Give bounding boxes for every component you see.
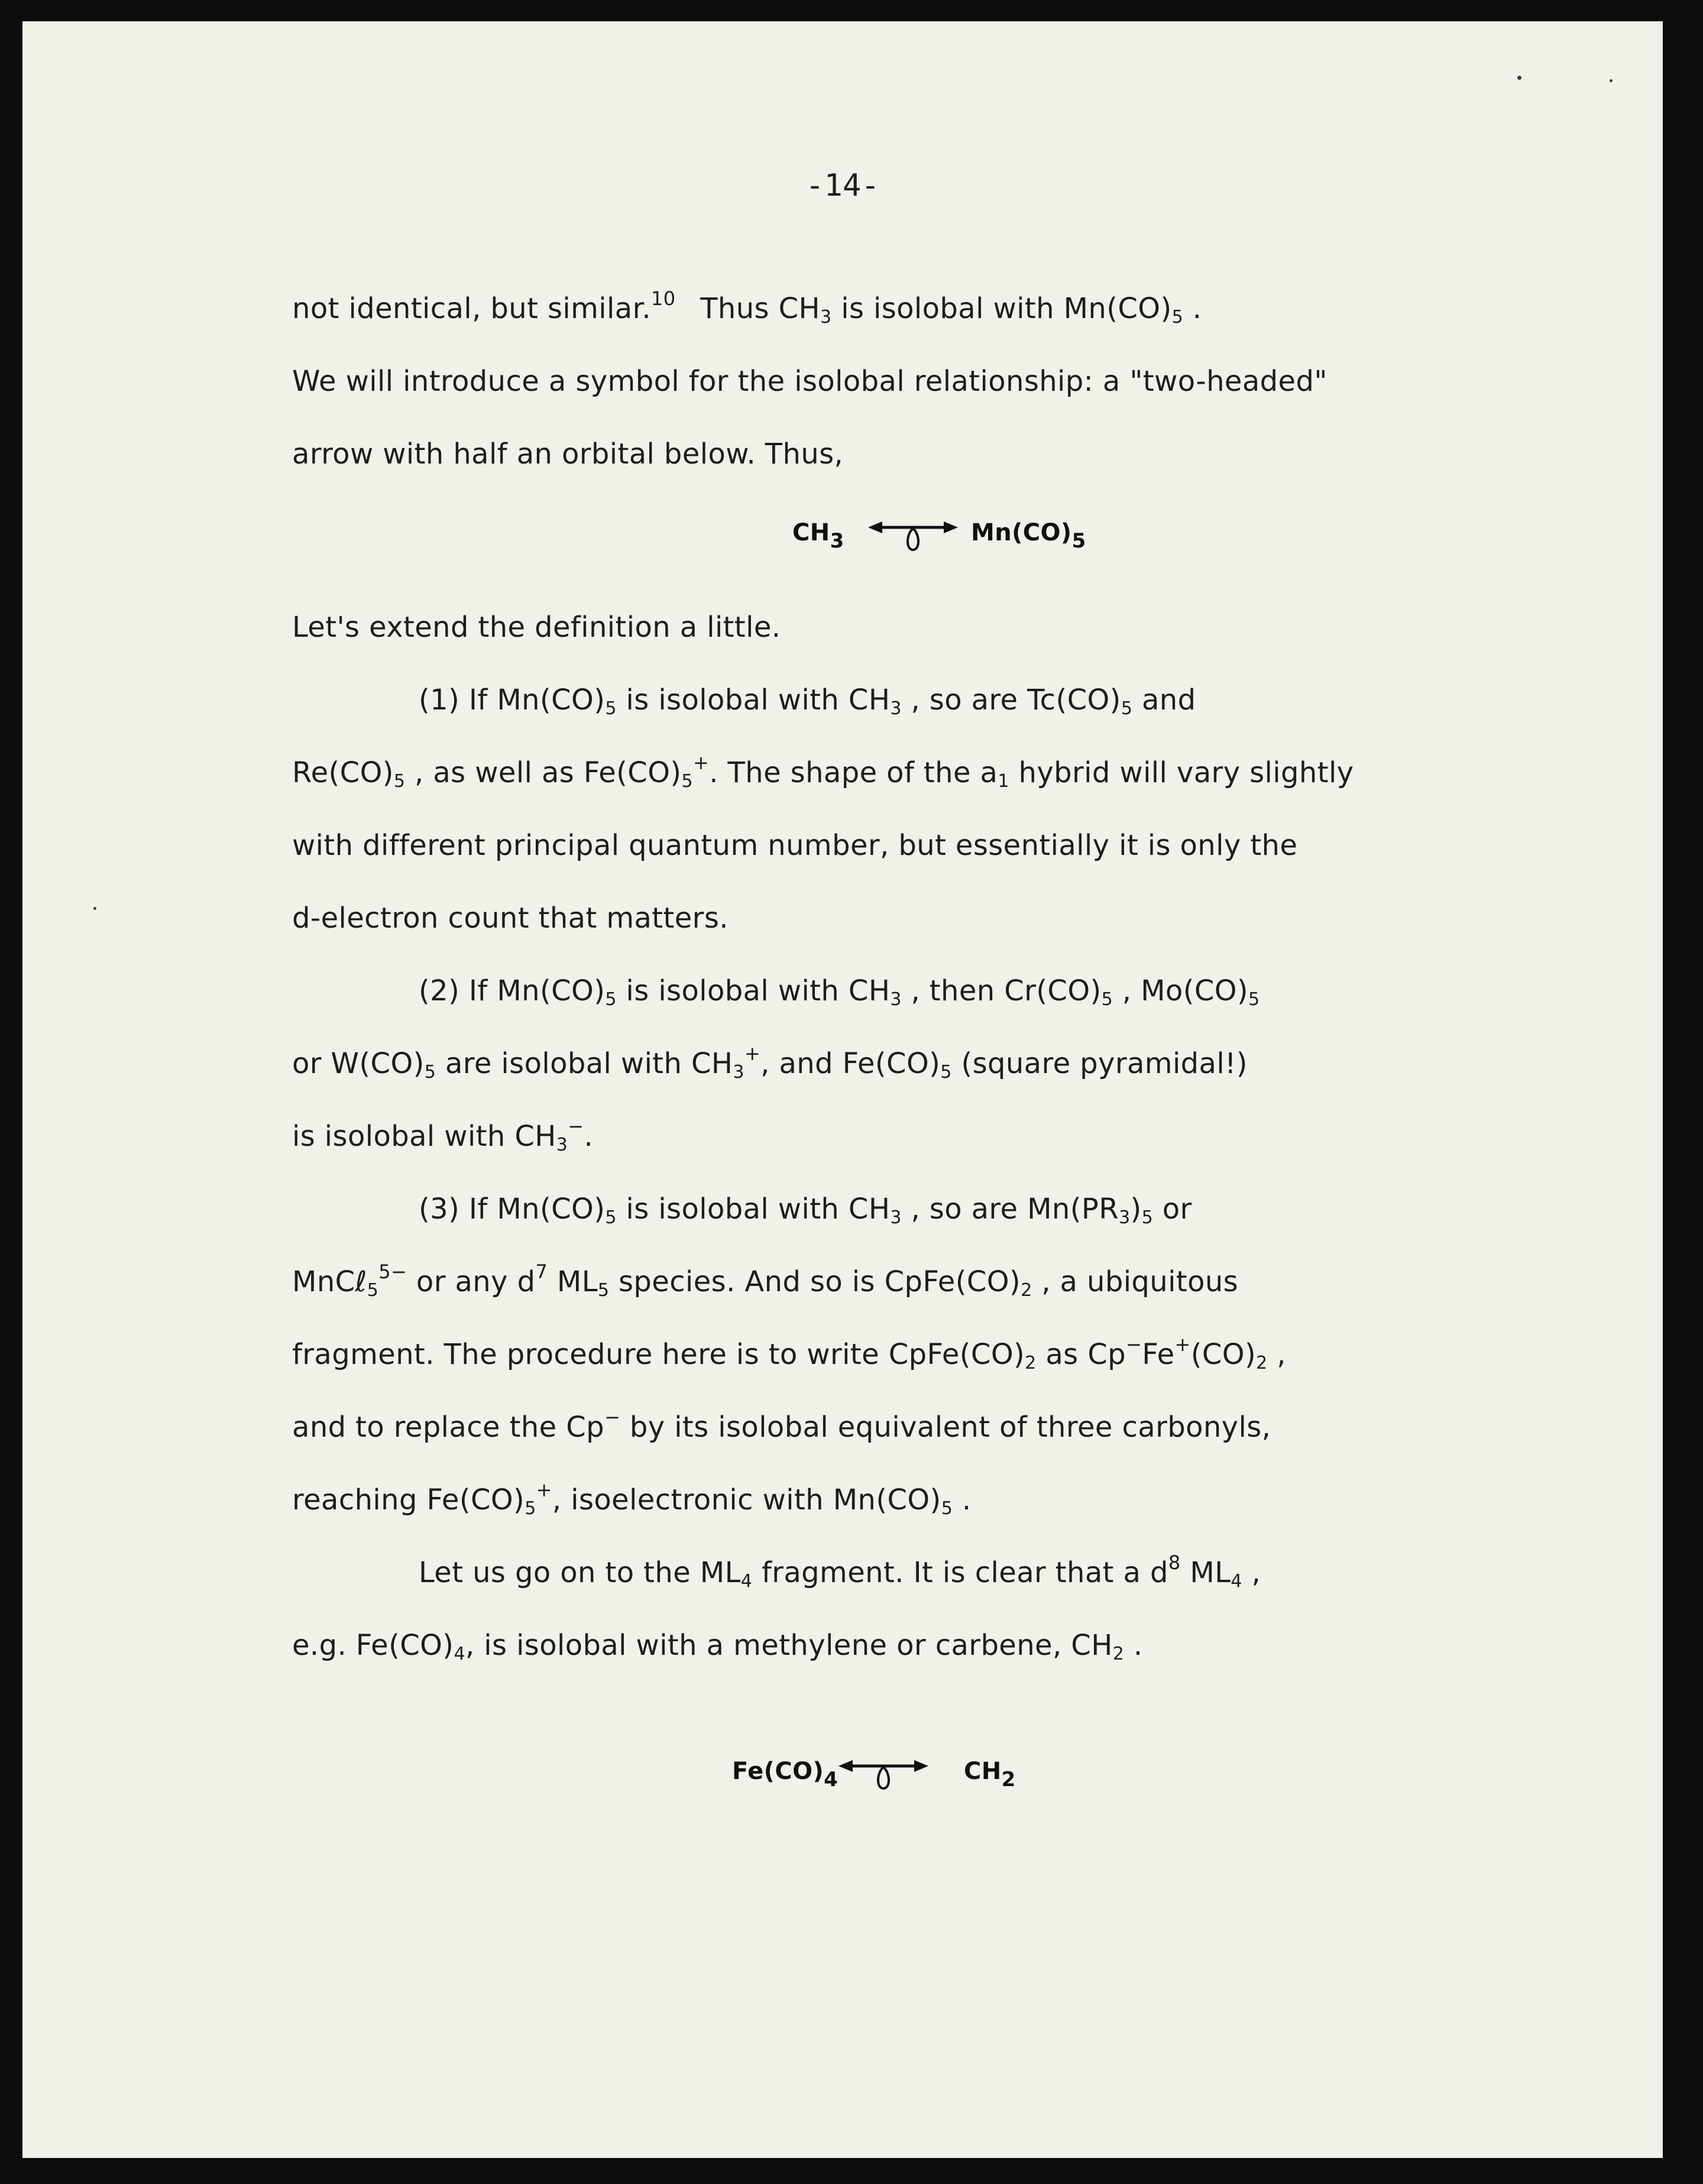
isolobal-arrow-icon	[836, 1753, 931, 1794]
isolobal-equation	[292, 491, 1658, 591]
speck	[93, 907, 96, 910]
page-number: -14-	[805, 168, 880, 203]
text-line: Let us go on to the $ML_4$ fragment. It is clear that a $d^8$ $ML_4$ ,	[419, 1551, 1261, 1592]
document-page	[22, 21, 1663, 2158]
text-line: (1) If $Mn(CO)_5$ is isolobal with $CH_3$ , so are $Tc(CO)_5$ and	[419, 683, 1196, 719]
subscript: 3	[820, 307, 832, 328]
speck	[1517, 76, 1521, 80]
subscript: 5	[1171, 307, 1184, 328]
equation-left: $Fe(CO)_4$	[732, 1758, 838, 1791]
text-line: (3) If $Mn(CO)_5$ is isolobal with $CH_3$ , so are $Mn(PR_3)_5$ or	[419, 1193, 1192, 1228]
text-line: We will introduce a symbol for the isolobal relationship: a "two-headed"	[292, 365, 1328, 398]
text: .	[1183, 292, 1202, 325]
text-line: e.g. $Fe(CO)_4$, is isolobal with a methylene or carbene, $CH_2$ .	[292, 1629, 1143, 1664]
footnote-ref: 10	[650, 287, 676, 310]
text-line: fragment. The procedure here is to write $CpFe(CO)_2$ as $Cp^-Fe^+(CO)_2$ ,	[292, 1333, 1286, 1373]
text-line: is isolobal with $CH_3^-$.	[292, 1115, 594, 1155]
text-line: or $W(CO)_5$ are isolobal with $CH_3^+$, and $Fe(CO)_5$ (square pyramidal!)	[292, 1042, 1248, 1083]
text-line: arrow with half an orbital below. Thus,	[292, 438, 844, 471]
equation-right: $CH_2$	[964, 1758, 1016, 1791]
text-line: (2) If $Mn(CO)_5$ is isolobal with $CH_3$ , then $Cr(CO)_5$ , $Mo(CO)_5$	[419, 974, 1260, 1010]
body-text	[292, 273, 1658, 1830]
text: is isolobal with Mn(CO)	[841, 292, 1172, 325]
speck	[1610, 79, 1613, 82]
isolobal-equation	[292, 1729, 1658, 1830]
text-line: d-electron count that matters.	[292, 902, 729, 935]
text-line: and to replace the Cp− by its isolobal equivalent of three carbonyls,	[292, 1406, 1271, 1444]
equation-right: $Mn(CO)_5$	[971, 519, 1086, 553]
text-line: MnCℓ$_5^{5-}$ or any $d^7$ $ML_5$ species. And so is $CpFe(CO)_2$ , a ubiquitous	[292, 1261, 1239, 1301]
equation-left: $CH_3$	[792, 519, 844, 553]
isolobal-arrow-icon	[866, 514, 960, 556]
text-line: with different principal quantum number, but essentially it is only the	[292, 829, 1298, 862]
text: not identical, but similar.	[292, 292, 651, 325]
text-line: Let's extend the definition a little.	[292, 611, 781, 644]
text: Thus CH	[700, 292, 821, 325]
text-line	[292, 273, 1658, 345]
text-line: reaching $Fe(CO)_5^+$, isoelectronic with $Mn(CO)_5$ .	[292, 1479, 972, 1519]
text-line: $Re(CO)_5$ , as well as $Fe(CO)_5^+$. The shape of the $a_1$ hybrid will vary slightly	[292, 751, 1354, 792]
